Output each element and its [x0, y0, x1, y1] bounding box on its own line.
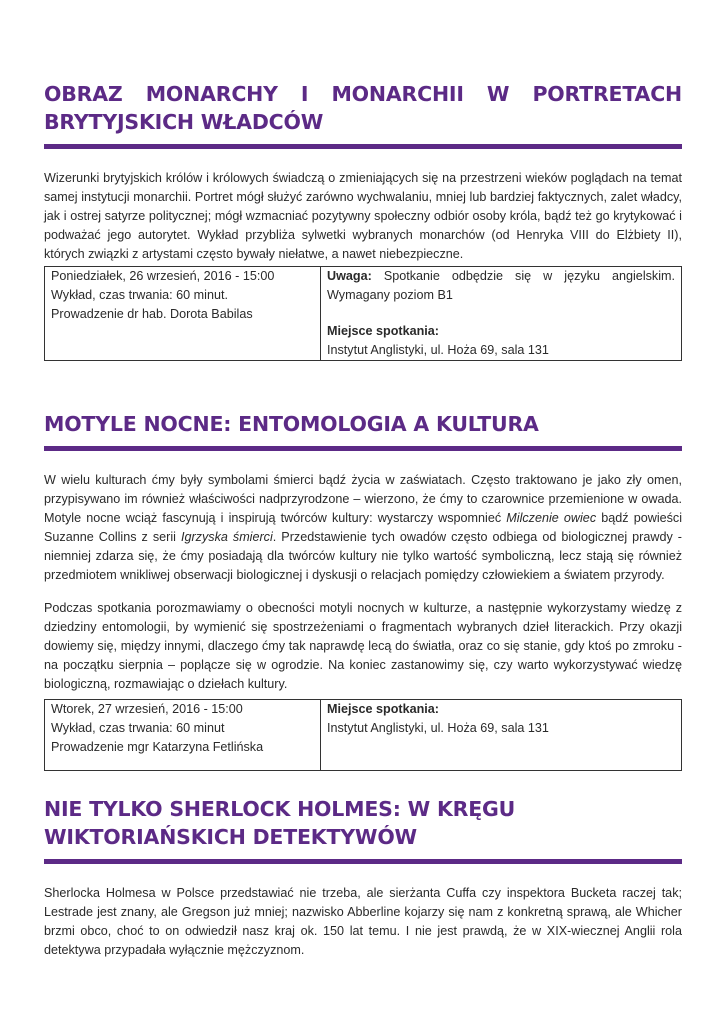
section-paragraph: Wizerunki brytyjskich królów i królowych świadczą o zmieniających się na przestrzeni wieków poglądach na temat samej instytucji monarchii. Portret mógł służyć zarówno wychwalaniu, mniej lub bardziej faktycznych, zalet władcy, jak i ostrej satyrze politycznej; mógł wzmacniać pozytywny społeczny odbiór osoby króla, bądź też go krytykować i podważać jego autorytet. Wykład przybliża sylwetki wybranych monarchów (od Henryka VIII do Elżbiety II), których związki z artystami często bywały niełatwe, a nawet niebezpieczne. [44, 171, 682, 261]
event-notes [321, 267, 681, 360]
note-text: Spotkanie odbędzie się w języku angielskim. Wymagany poziom B1 [327, 269, 675, 302]
event-info-table [44, 699, 682, 771]
section-title: MOTYLE NOCNE: ENTOMOLOGIA A KULTURA [44, 412, 539, 436]
event-date: Wtorek, 27 wrzesień, 2016 - 15:00 [51, 702, 243, 716]
event-type: Wykład, czas trwania: 60 minut [51, 721, 225, 735]
event-place: Instytut Anglistyki, ul. Hoża 69, sala 131 [327, 721, 549, 735]
event-info-table [44, 266, 682, 361]
event-place: Instytut Anglistyki, ul. Hoża 69, sala 131 [327, 343, 549, 357]
event-type: Wykład, czas trwania: 60 minut. [51, 288, 228, 302]
section-monarchy [44, 80, 682, 361]
event-host: Prowadzenie mgr Katarzyna Fetlińska [51, 740, 264, 754]
place-label: Miejsce spotkania: [327, 702, 439, 716]
event-details [45, 267, 321, 360]
event-host: Prowadzenie dr hab. Dorota Babilas [51, 307, 253, 321]
note-label: Uwaga: [327, 269, 372, 283]
section-title: NIE TYLKO SHERLOCK HOLMES: W KRĘGU WIKTORIAŃSKICH DETEKTYWÓW [44, 797, 516, 849]
section-paragraph: Podczas spotkania porozmawiamy o obecności motyli nocnych w kulturze, a następnie wykorzystamy wiedzę z dziedziny entomologii, by wymienić się spostrzeżeniami o fragmentach wybranych dzieł literackich. Przy okazji dowiemy się, między innymi, dlaczego ćmy tak naprawdę lecą do światła, oraz co się stanie, gdy ktoś po zmroku - na początku sierpnia – poplącze się w ogrodzie. Na koniec zastanowimy się, czy warto wykorzystywać wiedzę biologiczną, rozmawiając o dziełach kultury. [44, 601, 682, 691]
event-notes [321, 700, 681, 770]
section-detectives [44, 795, 682, 960]
event-date: Poniedziałek, 26 wrzesień, 2016 - 15:00 [51, 269, 275, 283]
place-label: Miejsce spotkania: [327, 324, 439, 338]
section-paragraph: W wielu kulturach ćmy były symbolami śmierci bądź życia w zaświatach. Często traktowano je jako zły omen, przypisywano im również właściwości nadprzyrodzone – wierzono, że ćmy to czarownice przemienione w owada. Motyle nocne wciąż fascynują i inspirują twórców kultury: wystarczy wspomnieć Milczenie owiec bądź powieści Suzanne Collins z serii Igrzyska śmierci. Przedstawienie tych owadów często odbiega od biologicznej prawdy - niemniej zdarza się, że ćmy posiadają dla twórców kultury nie tylko wartość symboliczną, lecz stają się również przedmiotem wnikliwej obserwacji biologicznej i dyskusji o relacjach pomiędzy człowiekiem a światem przyrody. [44, 473, 683, 582]
section-paragraph: Sherlocka Holmesa w Polsce przedstawiać nie trzeba, ale sierżanta Cuffa czy inspektora Bucketa raczej tak; Lestrade jest znany, ale Gregson już mniej; nazwisko Abberline kojarzy się nam z konkretną sprawą, ale Whicher brzmi obco, choć to on odwiedził nasz kraj ok. 150 lat temu. I nie jest prawdą, że w XIX-wiecznej Anglii rola detektywa przypadała wyłącznie mężczyznom. [44, 886, 682, 957]
section-moths [44, 410, 682, 771]
event-note [327, 267, 675, 305]
section-title: OBRAZ MONARCHY I MONARCHII W PORTRETACH BRYTYJSKICH WŁADCÓW [44, 82, 682, 134]
event-details [45, 700, 321, 770]
